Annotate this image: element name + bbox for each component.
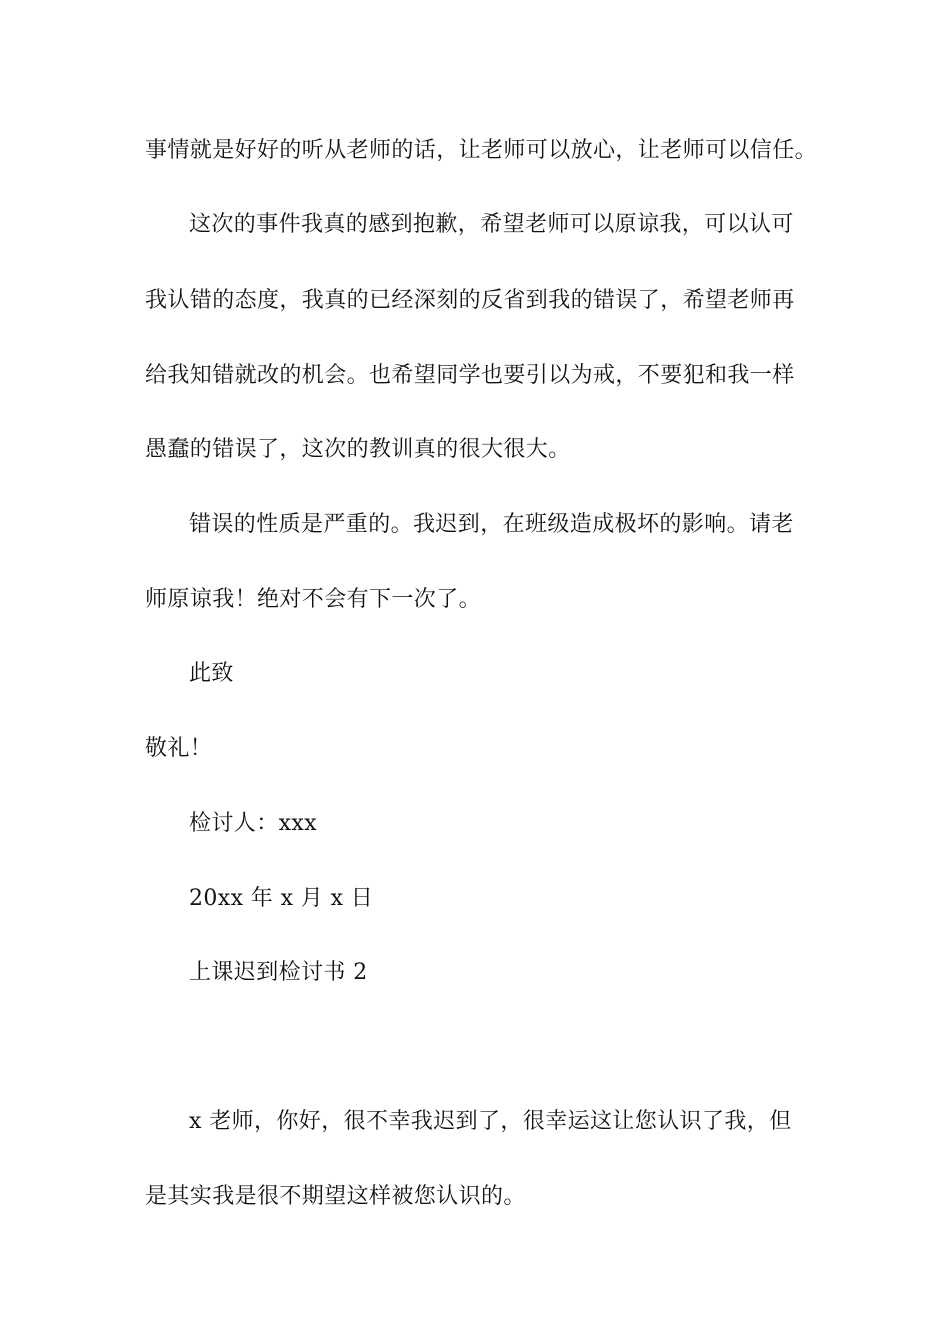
section-title: 上课迟到检讨书 2 (189, 960, 368, 985)
paragraph-line: 这次的事件我真的感到抱歉，希望老师可以原谅我，可以认可 (189, 212, 794, 237)
closing-salutation: 敬礼！ (145, 736, 213, 761)
date-line: 20xx 年 x 月 x 日 (189, 886, 374, 911)
paragraph-line: 我认错的态度，我真的已经深刻的反省到我的错误了，希望老师再 (145, 288, 795, 313)
paragraph-line: 错误的性质是严重的。我迟到，在班级造成极坏的影响。请老 (189, 512, 794, 537)
closing-salutation: 此致 (189, 661, 234, 686)
paragraph-line: 是其实我是很不期望这样被您认识的。 (145, 1184, 526, 1209)
paragraph-line: 给我知错就改的机会。也希望同学也要引以为戒，不要犯和我一样 (145, 363, 795, 388)
paragraph-line: x 老师，你好，很不幸我迟到了，很幸运这让您认识了我，但 (189, 1109, 792, 1134)
paragraph-line: 事情就是好好的听从老师的话，让老师可以放心，让老师可以信任。 (145, 138, 818, 163)
signature-line: 检讨人：xxx (189, 811, 318, 836)
paragraph-line: 师原谅我！绝对不会有下一次了。 (145, 587, 482, 612)
paragraph-line: 愚蠢的错误了，这次的教训真的很大很大。 (145, 437, 571, 462)
